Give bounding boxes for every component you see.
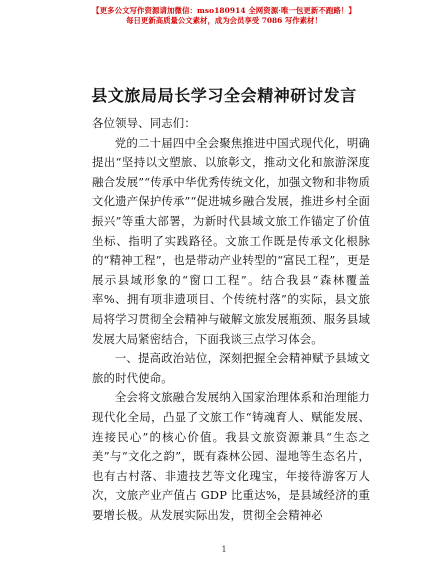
promo-banner-line-1: 【更多公文写作资源请加微信：mso180914 全网资源·唯一包更新不跑路！】 [92,6,356,15]
document-title: 县文旅局局长学习全会精神研讨发言 [91,86,357,105]
paragraph-intro: 党的二十届四中全会聚焦推进中国式现代化，明确提出“坚持以文塑旅、以旅彰文，推动文化和旅游深度融合发展”“传承中华优秀传统文化，加强文物和非物质文化遗产保护传承”“促进城乡融合发展，推进乡村全面振兴”等重大部署，为新时代县域文旅工作锚定了价值坐标、指明了实践路径。文旅工作既是传承文化根脉的“精神工程”，也是带动产业转型的“富民工程”，更是展示县域形象的“窗口工程”。结合我县“森林覆盖率%、拥有项非遗项目、个传统村落”的实际，县文旅局将学习贯彻全会精神与破解文旅发展瓶颈、服务县域发展大局紧密结合，下面我谈三点学习体会。 [92,135,370,346]
document-body [92,114,370,525]
promo-banner [0,6,448,26]
salutation: 各位领导、同志们： [92,116,196,130]
paragraph-section-1: 全会将文旅融合发展纳入国家治理体系和治理能力现代化全局，凸显了文旅工作“铸魂育人、赋能发展、连接民心”的核心价值。我县文旅资源兼具“生态之美”与“文化之韵”，既有森林公园、湿地等生态名片，也有古村落、非遗技艺等文化瑰宝，年接待游客万人次，文旅产业产值占 GDP 比重达%，是县域经济的重要增长极。从发展实际出发，贯彻全会精神必 [92,390,370,522]
section-heading-1: 一、提高政治站位，深刻把握全会精神赋予县域文旅的时代使命。 [92,351,370,385]
page-number: 1 [221,545,227,554]
promo-banner-line-2: 每日更新高质量公文素材，成为会员享受 7086 写作素材！ [126,16,322,25]
